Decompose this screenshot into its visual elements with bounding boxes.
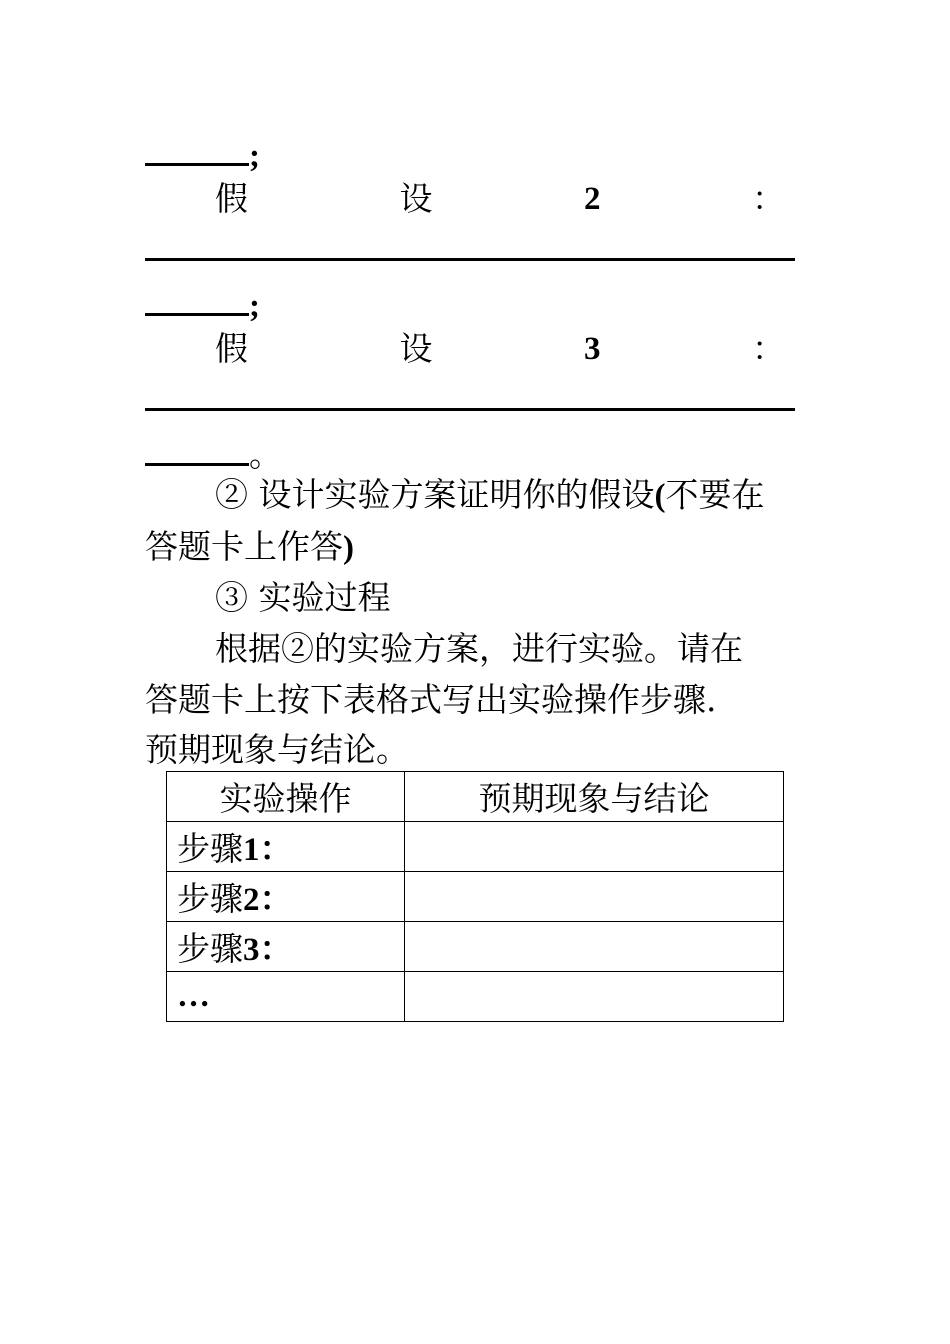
step-cell	[167, 922, 405, 972]
step-label: …	[177, 978, 210, 1014]
step-cell	[167, 972, 405, 1022]
emphasis-char: 不	[665, 475, 699, 514]
step-label: 步骤	[177, 879, 243, 918]
item-text: 答题卡上作答	[145, 527, 343, 566]
step-suffix: ：	[259, 882, 293, 918]
item-marker: ②	[215, 475, 248, 514]
table-row	[167, 822, 784, 872]
step-number: 1	[243, 832, 260, 868]
table-header: 实验操作	[167, 772, 405, 822]
item-2-line1	[215, 472, 875, 519]
hypothesis-word: 设	[399, 329, 433, 368]
step-label: 步骤	[177, 829, 243, 868]
item-text: 要	[698, 475, 732, 514]
item-text: 设计实验方案证明你的假设	[248, 475, 655, 514]
paragraph-line-3: 预期现象与结论。	[145, 730, 409, 769]
punctuation: ;	[249, 138, 260, 174]
step-number: 3	[243, 932, 260, 968]
hypothesis-word: 设	[399, 179, 433, 218]
step-suffix: ：	[259, 832, 293, 868]
hypothesis-colon: ：	[752, 329, 785, 368]
hypothesis-word: 假	[215, 329, 248, 368]
result-cell[interactable]	[405, 822, 784, 872]
step-label: 步骤	[177, 929, 243, 968]
answer-blank[interactable]	[145, 441, 249, 466]
item-text: 实验过程	[248, 578, 391, 617]
experiment-table	[166, 771, 784, 1022]
result-cell[interactable]	[405, 972, 784, 1022]
item-2-line2	[145, 524, 805, 571]
paragraph-line-2: 答题卡上按下表格式写出实验操作步骤.	[145, 680, 717, 719]
step-cell	[167, 822, 405, 872]
table-row	[167, 922, 784, 972]
step-cell	[167, 872, 405, 922]
paren: )	[343, 530, 354, 566]
hypothesis-word: 假	[215, 179, 248, 218]
paragraph-line-1: 根据②的实验方案，进行实验。请在	[215, 629, 743, 668]
result-cell[interactable]	[405, 872, 784, 922]
table-header: 预期现象与结论	[405, 772, 784, 822]
answer-blank[interactable]	[145, 291, 249, 316]
item-3	[215, 575, 875, 621]
punctuation: 。	[249, 435, 282, 474]
table-row	[167, 972, 784, 1022]
step-suffix: ：	[259, 932, 293, 968]
answer-blank-full[interactable]	[145, 408, 795, 411]
emphasis-char: 在	[731, 475, 765, 514]
table-header-row	[167, 772, 784, 822]
blank-line-1	[145, 132, 805, 179]
item-marker: ③	[215, 578, 248, 617]
hypothesis-3-label	[215, 326, 785, 372]
table-row	[167, 872, 784, 922]
blank-line-2	[145, 282, 805, 329]
answer-blank[interactable]	[145, 141, 249, 166]
result-cell[interactable]	[405, 922, 784, 972]
punctuation: ;	[249, 288, 260, 324]
paren: (	[654, 478, 666, 514]
answer-blank-full[interactable]	[145, 258, 795, 261]
hypothesis-number: 2	[584, 181, 601, 217]
step-number: 2	[243, 882, 260, 918]
hypothesis-2-label	[215, 176, 785, 222]
hypothesis-number: 3	[584, 331, 601, 367]
hypothesis-colon: ：	[752, 179, 785, 218]
